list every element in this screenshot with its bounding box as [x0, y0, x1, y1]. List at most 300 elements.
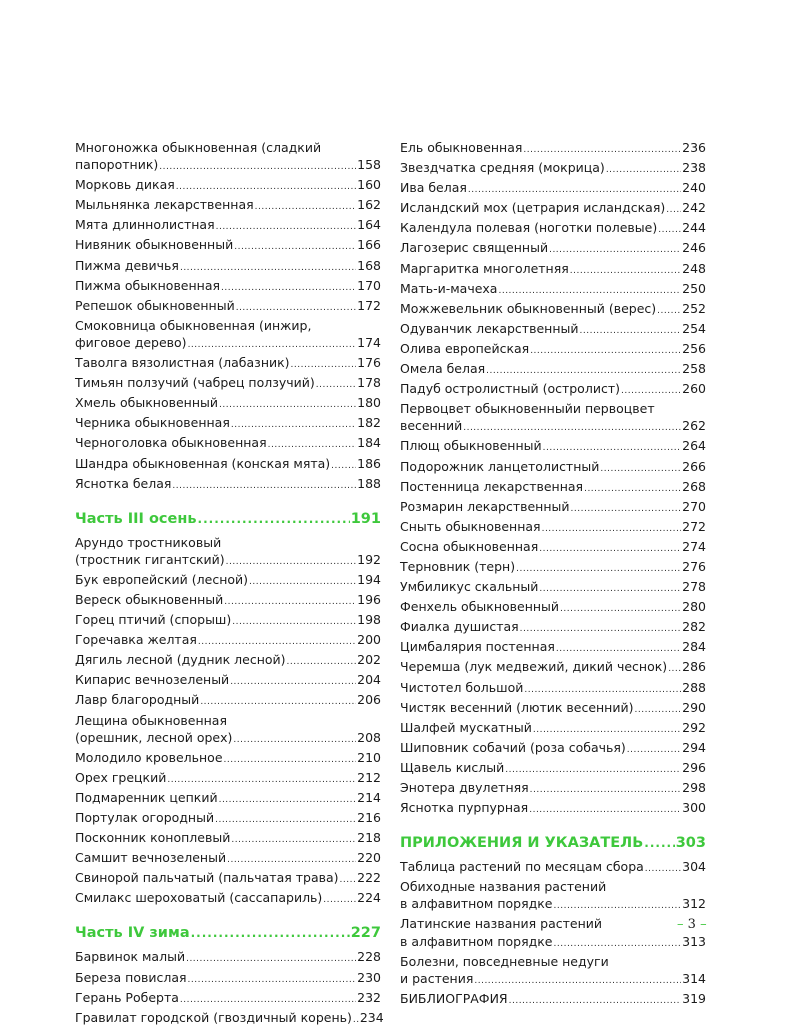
leader-dots [516, 561, 681, 578]
leader-dots [231, 832, 356, 849]
toc-entry [400, 558, 706, 578]
toc-entry [75, 394, 381, 414]
toc-entry-page: 313 [682, 933, 706, 949]
toc-section-heading [75, 923, 381, 943]
toc-entry-page: 294 [682, 739, 706, 755]
toc-entry-page: 270 [682, 498, 706, 514]
toc-entry [75, 809, 381, 829]
leader-dots [176, 179, 356, 196]
toc-entry-page: 210 [357, 749, 381, 765]
leader-dots [645, 861, 681, 878]
toc-entry [75, 789, 381, 809]
toc-entry-page: 222 [357, 870, 381, 886]
leader-dots [571, 501, 682, 518]
leader-dots [233, 732, 356, 749]
leader-dots [159, 159, 356, 176]
toc-entry-title: Терновник (терн) [400, 558, 516, 574]
leader-dots [287, 654, 357, 671]
toc-entry-page: 192 [357, 551, 381, 567]
toc-entry [400, 759, 706, 779]
toc-entry-page: 236 [682, 140, 706, 155]
toc-entry [75, 139, 381, 176]
toc-entry-title: Падуб остролистный (остролист) [400, 381, 620, 397]
section-page: 303 [675, 835, 706, 852]
toc-entry-page: 186 [357, 455, 381, 471]
toc-entry [400, 878, 706, 915]
leader-dots [234, 239, 356, 256]
toc-entry-title: Пижма обыкновенная [75, 277, 221, 293]
leader-dots [542, 521, 682, 538]
toc-entry [400, 719, 706, 739]
toc-entry-page: 300 [682, 800, 706, 816]
toc-entry [400, 400, 706, 437]
toc-entry-page: 304 [682, 859, 706, 875]
toc-entry-title: Шандра обыкновенная (конская мята) [75, 455, 331, 471]
toc-entry-title: Портулак огородный [75, 810, 215, 825]
leader-dots [224, 752, 357, 769]
toc-entry-title: Морковь дикая [75, 177, 175, 193]
toc-entry-page: 260 [682, 381, 706, 397]
toc-entry [400, 219, 706, 239]
toc-entry-page: 242 [682, 200, 706, 216]
leader-dots [291, 357, 357, 374]
leader-dots [606, 162, 681, 179]
toc-entry-title: папоротник) [75, 157, 159, 173]
leader-dots [570, 263, 681, 280]
toc-entry [400, 179, 706, 199]
leader-dots [226, 554, 357, 571]
toc-entry-title: Умбиликус скальный [400, 579, 539, 595]
toc-entry [75, 1009, 384, 1029]
leader-dots [530, 343, 681, 360]
toc-entry [75, 317, 381, 354]
toc-entry-page: 180 [357, 395, 381, 411]
toc-entry-title: Смилакс шероховатый (сассапариль) [75, 890, 323, 906]
toc-entry-page: 220 [357, 850, 381, 866]
leader-dots [533, 722, 681, 739]
toc-entry-title: Календула полевая (ноготки полевые) [400, 220, 658, 236]
leader-dots [554, 936, 682, 953]
toc-entry-page: 184 [357, 435, 381, 451]
leader-dots [340, 872, 357, 889]
leader-dots [331, 458, 356, 475]
toc-entry-page: 286 [682, 659, 706, 675]
leader-dots [666, 202, 681, 219]
toc-entry-title: Береза повислая [75, 969, 187, 985]
toc-entry [400, 320, 706, 340]
leader-dots [621, 383, 681, 400]
toc-entry-page: 264 [682, 438, 706, 454]
leader-dots [188, 972, 357, 989]
toc-entry-title: Молодило кровельное [75, 749, 223, 765]
leader-dots [524, 682, 681, 699]
toc-entry [400, 658, 706, 678]
leader-dots [584, 481, 681, 498]
toc-entry-title-line1: Лещина обыкновенная [75, 712, 227, 728]
toc-entry-title: Барвинок малый [75, 949, 186, 965]
toc-entry-page: 266 [682, 458, 706, 474]
section-page: 227 [350, 925, 381, 942]
leader-dots [219, 397, 356, 414]
toc-entry-page: 204 [357, 672, 381, 688]
toc-entry-title: Мята длиннолистная [75, 217, 215, 233]
toc-entry-page: 198 [357, 612, 381, 628]
leader-dots [224, 594, 356, 611]
toc-entry-page: 298 [682, 780, 706, 795]
toc-entry-title: Мать-и-мачеха [400, 280, 498, 296]
toc-entry-title: Сныть обыкновенная [400, 518, 541, 534]
toc-entry-page: 172 [357, 297, 381, 313]
toc-entry-title: в алфавитном порядке [400, 896, 553, 912]
leader-dots [657, 303, 681, 320]
leader-dots [227, 852, 356, 869]
toc-entry-page: 272 [682, 518, 706, 534]
toc-entry [75, 354, 381, 374]
toc-entry-title: Нивяник обыкновенный [75, 237, 234, 253]
leader-dots [232, 614, 356, 631]
toc-entry [75, 849, 381, 869]
leader-dots [543, 440, 681, 457]
toc-entry-page: 176 [357, 355, 381, 371]
toc-entry-title: Ива белая [400, 180, 467, 196]
toc-entry-page: 160 [357, 177, 381, 193]
toc-entry-page: 248 [682, 260, 706, 276]
leader-dots [556, 641, 681, 658]
toc-entry-title-line1: Обиходные названия растений [400, 879, 607, 895]
toc-entry [75, 236, 381, 256]
toc-entry-title: Исландский мох (цетрария исландская) [400, 200, 666, 216]
toc-entry-title: Чистотел большой [400, 679, 524, 695]
leader-dots [186, 951, 356, 968]
toc-entry [400, 518, 706, 538]
toc-entry-page: 214 [357, 789, 381, 805]
toc-entry-page: 254 [682, 320, 706, 336]
toc-entry-page: 170 [357, 277, 381, 293]
toc-entry-page: 278 [682, 579, 706, 595]
toc-entry-page: 168 [357, 257, 381, 273]
toc-entry-title: Олива европейская [400, 340, 530, 356]
leader-dots [539, 541, 681, 558]
leader-dots [172, 478, 356, 495]
toc-entry-title: Орех грецкий [75, 769, 167, 785]
toc-entry-title: Маргаритка многолетняя [400, 260, 569, 276]
leader-dots [560, 601, 681, 618]
leader-dots [191, 923, 350, 943]
toc-entry-title: Фенхель обыкновенный [400, 599, 560, 615]
toc-entry [400, 498, 706, 518]
toc-entry-title-line1: Первоцвет обыкновенныйи первоцвет [400, 401, 655, 417]
toc-entry-title: Звездчатка средняя (мокрица) [400, 160, 605, 176]
leader-dots [215, 812, 356, 829]
toc-entry [400, 458, 706, 478]
leader-dots [231, 417, 356, 434]
toc-entry [75, 969, 381, 989]
toc-entry-page: 202 [357, 652, 381, 668]
toc-entry [400, 478, 706, 498]
toc-entry-page: 188 [357, 475, 381, 491]
toc-entry [75, 712, 381, 749]
toc-entry [75, 869, 381, 889]
toc-entry-title: Одуванчик лекарственный [400, 320, 579, 336]
toc-entry-title: Энотера двулетняя [400, 780, 529, 795]
toc-entry-title: Черемша (лук медвежий, дикий чеснок) [400, 659, 668, 675]
leader-dots [167, 772, 356, 789]
leader-dots [523, 142, 681, 159]
toc-entry [400, 380, 706, 400]
toc-entry-page: 196 [357, 591, 381, 607]
toc-entry [75, 414, 381, 434]
leader-dots [627, 742, 681, 759]
toc-entry [400, 799, 706, 819]
toc-entry-page: 228 [357, 949, 381, 965]
toc-entry [75, 434, 381, 454]
toc-entry [400, 915, 706, 952]
toc-entry-title-line1: Смоковница обыкновенная (инжир, [75, 317, 312, 333]
toc-entry-page: 164 [357, 217, 381, 233]
toc-entry-title: Яснотка белая [75, 475, 172, 491]
toc-entry [400, 953, 706, 990]
toc-entry [75, 475, 381, 495]
toc-entry [400, 679, 706, 699]
leader-dots [549, 242, 681, 259]
toc-entry [75, 196, 381, 216]
toc-entry-title: Гравилат городской (гвоздичный корень) [75, 1009, 352, 1025]
leader-dots [219, 792, 357, 809]
toc-entry-title: фиговое дерево) [75, 334, 187, 350]
toc-entry-page: 292 [682, 719, 706, 735]
leader-dots [474, 973, 681, 990]
toc-entry [400, 739, 706, 759]
toc-entry-page: 280 [682, 599, 706, 615]
leader-dots [520, 621, 681, 638]
leader-dots [268, 437, 357, 454]
toc-entry-title: Можжевельник обыкновенный (верес) [400, 300, 657, 316]
toc-entry [400, 280, 706, 300]
toc-entry-title: Свинорой пальчатый (пальчатая трава) [75, 870, 339, 886]
toc-entry [75, 948, 381, 968]
toc-entry [75, 611, 381, 631]
toc-entry-page: 166 [357, 237, 381, 253]
toc-entry [75, 591, 381, 611]
leader-dots [230, 674, 356, 691]
leader-dots [255, 199, 357, 216]
toc-entry-title: Самшит вечнозеленый [75, 850, 227, 866]
toc-entry [75, 749, 381, 769]
leader-dots [505, 762, 681, 779]
toc-entry-page: 312 [682, 896, 706, 912]
leader-dots [188, 337, 357, 354]
toc-entry-page: 240 [682, 180, 706, 196]
toc-entry [75, 889, 381, 909]
toc-entry-title: Щавель кислый [400, 759, 505, 775]
section-title: Часть IV зима [75, 925, 190, 942]
leader-dots [198, 634, 356, 651]
toc-entry-title: Шалфей мускатный [400, 719, 532, 735]
toc-entry-title: весенний [400, 418, 463, 434]
leader-dots [644, 833, 674, 853]
section-title: Часть III осень [75, 510, 197, 527]
toc-entry-title: Плющ обыкновенный [400, 438, 542, 454]
toc-entry [400, 199, 706, 219]
leader-dots [600, 461, 681, 478]
toc-entry-title: Постенница лекарственная [400, 478, 584, 494]
toc-entry-page: 232 [357, 989, 381, 1005]
toc-entry-page: 174 [357, 334, 381, 350]
toc-entry [75, 651, 381, 671]
toc-entry-title: Сосна обыкновенная [400, 538, 539, 554]
toc-entry-title: Чистяк весенний (лютик весенний) [400, 699, 634, 715]
toc-entry-title: (тростник гигантский) [75, 551, 225, 567]
toc-entry [75, 216, 381, 236]
toc-section-heading [75, 509, 381, 529]
toc-entry-page: 208 [357, 729, 381, 745]
toc-entry-title: Хмель обыкновенный [75, 395, 219, 411]
toc-entry [400, 159, 706, 179]
toc-entry [400, 260, 706, 280]
toc-entry-title-line1: Многоножка обыкновенная (сладкий [75, 140, 322, 155]
toc-entry-title: Ель обыкновенная [400, 140, 523, 155]
toc-entry-page: 284 [682, 639, 706, 655]
toc-entry-page: 182 [357, 415, 381, 431]
toc-entry-title: (орешник, лесной орех) [75, 729, 233, 745]
toc-entry-page: 290 [682, 699, 706, 715]
toc-entry [75, 374, 381, 394]
toc-entry [400, 139, 706, 159]
toc-entry-title: Бук европейский (лесной) [75, 571, 249, 587]
toc-entry-page: 158 [357, 157, 381, 173]
toc-entry [75, 989, 381, 1009]
toc-entry-title-line1: Латинские названия растений [400, 916, 603, 932]
leader-dots [180, 992, 356, 1009]
toc-entry-title: Шиповник собачий (роза собачья) [400, 739, 626, 755]
toc-entry-page: 206 [357, 692, 381, 708]
toc-entry [75, 671, 381, 691]
toc-entry-title: и растения [400, 970, 474, 986]
leader-dots [198, 509, 350, 529]
leader-dots [634, 702, 681, 719]
toc-section-heading [400, 833, 706, 853]
toc-entry-title: Лагозерис священный [400, 240, 549, 256]
toc-entry-page: 238 [682, 160, 706, 176]
leader-dots [316, 377, 356, 394]
toc-entry-page: 200 [357, 632, 381, 648]
toc-entry-page: 288 [682, 679, 706, 695]
leader-dots [353, 1012, 359, 1029]
toc-entry [75, 455, 381, 475]
leader-dots [530, 782, 681, 799]
leader-dots [658, 222, 681, 239]
toc-entry-title: Кипарис вечнозеленый [75, 672, 230, 688]
toc-entry [400, 239, 706, 259]
page-number: – 3 – [677, 917, 707, 932]
toc-entry-title: в алфавитном порядке [400, 933, 553, 949]
toc-entry-page: 230 [357, 969, 381, 985]
section-page: 191 [350, 510, 381, 527]
toc-entry-page: 276 [682, 558, 706, 574]
toc-entry-title-line1: Арундо тростниковый [75, 534, 222, 550]
toc-entry-page: 218 [357, 830, 381, 846]
toc-entry-title: Подорожник ланцетолистный [400, 458, 600, 474]
toc-entry-page: 194 [357, 571, 381, 587]
leader-dots [529, 802, 681, 819]
toc-entry-title: Пижма девичья [75, 257, 179, 273]
leader-dots [668, 661, 681, 678]
toc-entry [75, 571, 381, 591]
toc-entry-page: 216 [357, 810, 381, 825]
toc-entry [400, 340, 706, 360]
toc-entry-title: Омела белая [400, 361, 486, 377]
toc-entry-title: Фиалка душистая [400, 619, 519, 635]
section-title: ПРИЛОЖЕНИЯ И УКАЗАТЕЛЬ [400, 835, 644, 852]
toc-entry [75, 769, 381, 789]
toc-entry-page: 250 [682, 280, 706, 296]
toc-entry-page: 262 [682, 418, 706, 434]
leader-dots [486, 363, 681, 380]
toc-entry [400, 618, 706, 638]
leader-dots [221, 280, 356, 297]
toc-entry-title: Горец птичий (спорыш) [75, 612, 232, 628]
toc-entry-title: Цимбалярия постенная [400, 639, 555, 655]
toc-entry-page: 212 [357, 769, 381, 785]
toc-entry [75, 277, 381, 297]
toc-entry-page: 274 [682, 538, 706, 554]
toc-entry-title: Горечавка желтая [75, 632, 197, 648]
toc-column-right [400, 139, 706, 1010]
toc-entry-title: Розмарин лекарственный [400, 498, 570, 514]
toc-entry [75, 691, 381, 711]
toc-entry-title: Тимьян ползучий (чабрец ползучий) [75, 375, 315, 391]
toc-entry-title: Вереск обыкновенный [75, 591, 224, 607]
toc-entry-title: Репешок обыкновенный [75, 297, 235, 313]
toc-entry-title: Таблица растений по месяцам сбора [400, 859, 644, 875]
toc-entry-title: Мыльнянка лекарственная [75, 197, 254, 213]
toc-entry [400, 437, 706, 457]
toc-entry [75, 176, 381, 196]
toc-entry [400, 578, 706, 598]
toc-entry [400, 638, 706, 658]
toc-entry-page: 268 [682, 478, 706, 494]
leader-dots [323, 892, 356, 909]
toc-entry [400, 858, 706, 878]
toc-entry [75, 297, 381, 317]
toc-entry-title: Лавр благородный [75, 692, 200, 708]
toc-entry [400, 360, 706, 380]
toc-entry-page: 178 [357, 375, 381, 391]
toc-entry-page: 256 [682, 340, 706, 356]
toc-entry [400, 699, 706, 719]
leader-dots [180, 260, 356, 277]
toc-entry [75, 534, 381, 571]
toc-entry [75, 829, 381, 849]
toc-entry-title: Яснотка пурпурная [400, 800, 529, 816]
leader-dots [216, 219, 357, 236]
toc-entry-page: 319 [682, 990, 706, 1006]
toc-entry-title-line1: Болезни, повседневные недуги [400, 953, 609, 969]
leader-dots [498, 283, 681, 300]
toc-entry-title: Посконник коноплевый [75, 830, 231, 846]
toc-entry-page: 314 [682, 970, 706, 986]
leader-dots [463, 420, 681, 437]
leader-dots [580, 323, 682, 340]
leader-dots [468, 182, 681, 199]
toc-entry-title: Таволга вязолистная (лабазник) [75, 355, 290, 371]
toc-entry [75, 257, 381, 277]
leader-dots [236, 300, 356, 317]
toc-entry [400, 538, 706, 558]
toc-entry-title: БИБЛИОГРАФИЯ [400, 990, 508, 1006]
toc-entry-page: 224 [357, 890, 381, 906]
leader-dots [539, 581, 681, 598]
